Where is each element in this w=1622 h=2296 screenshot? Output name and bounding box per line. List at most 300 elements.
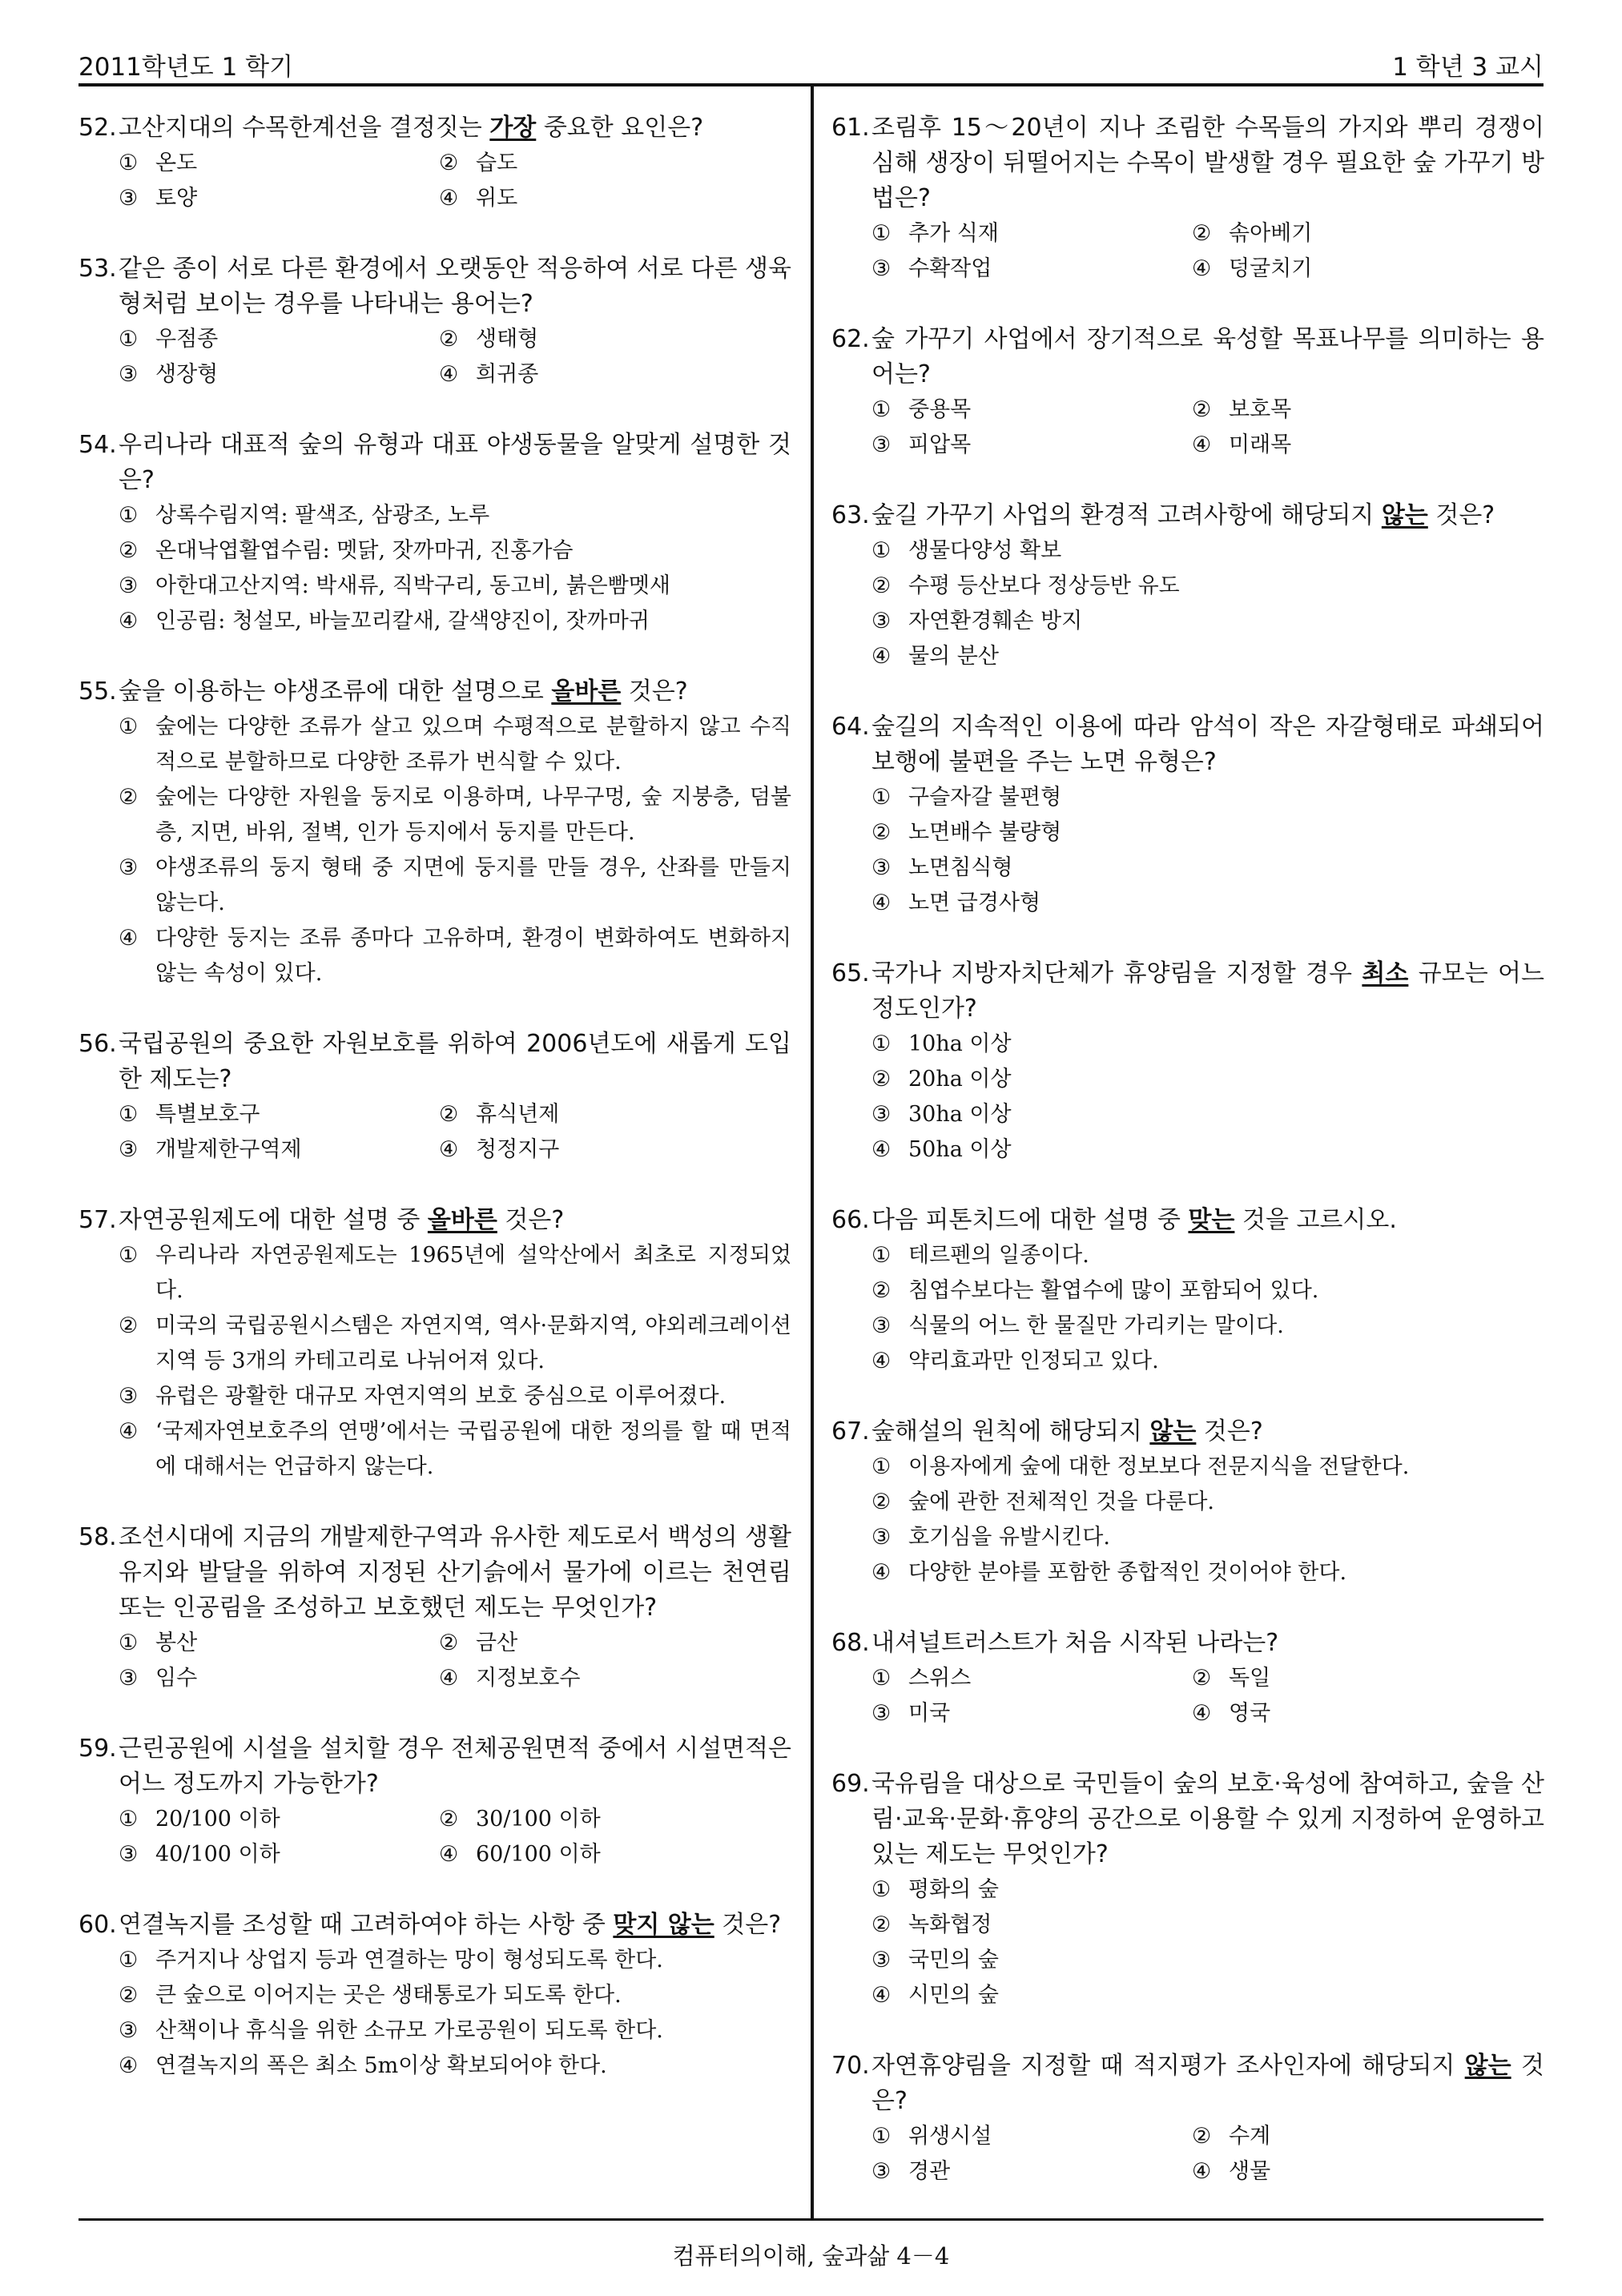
option-text: 테르펜의 일종이다. xyxy=(908,1243,1089,1268)
question-59 xyxy=(78,1731,791,1872)
option-text: 솎아베기 xyxy=(1229,221,1313,246)
option-text: 미국 xyxy=(908,1701,951,1726)
option-text: 경관 xyxy=(908,2159,951,2184)
answer-option xyxy=(871,1309,1544,1344)
answer-option xyxy=(439,1837,759,1872)
option-marker: ① xyxy=(871,1243,891,1268)
option-marker: ① xyxy=(871,785,891,810)
option-marker: ③ xyxy=(871,432,891,457)
option-marker: ① xyxy=(119,1631,139,1655)
answer-option xyxy=(871,428,1192,463)
option-text: 특별보호구 xyxy=(155,1102,260,1127)
question-number: 63. xyxy=(831,501,870,529)
answer-option xyxy=(1192,2154,1512,2189)
option-text: 숲에는 다양한 조류가 살고 있으며 수평적으로 분할하지 않고 수직적으로 분할하므로 다양한 조류가 번식할 수 있다. xyxy=(155,714,791,774)
option-marker: ③ xyxy=(871,1102,891,1127)
option-text: 50ha 이상 xyxy=(908,1137,1012,1162)
question-stem xyxy=(831,2049,1544,2119)
question-number: 69. xyxy=(831,1770,870,1798)
question-text: 국가나 지방자치단체가 휴양림을 지정할 경우 xyxy=(871,959,1362,987)
question-text: 국유림을 대상으로 국민들이 숲의 보호·육성에 참여하고, 숲을 산림·교육·문화·휴양의 공간으로 이용할 수 있게 지정하여 운영하고 있는 제도는 무엇인가? xyxy=(871,1770,1544,1868)
option-text: 10ha 이상 xyxy=(908,1031,1012,1056)
option-marker: ② xyxy=(439,1807,459,1832)
option-marker: ② xyxy=(119,1983,139,2008)
option-text: 노면침식형 xyxy=(908,855,1013,880)
option-text: 우리나라 자연공원제도는 1965년에 설악산에서 최초로 지정되었다. xyxy=(155,1243,791,1303)
option-marker: ③ xyxy=(871,855,891,880)
option-text: 20/100 이하 xyxy=(155,1807,280,1832)
question-spacer xyxy=(78,216,791,251)
question-spacer xyxy=(78,1696,791,1731)
answer-option xyxy=(871,1555,1544,1590)
option-text: 개발제한구역제 xyxy=(155,1137,302,1162)
answer-option xyxy=(871,392,1192,428)
answer-option xyxy=(439,322,759,357)
question-text-tail: 것은? xyxy=(714,1911,782,1939)
answer-option xyxy=(119,921,791,991)
option-marker: ① xyxy=(871,1877,891,1902)
answer-option xyxy=(439,1626,759,1661)
option-text: 30/100 이하 xyxy=(476,1807,601,1832)
option-marker: ① xyxy=(119,1948,139,1972)
answer-option xyxy=(439,1802,759,1837)
option-text: 국민의 숲 xyxy=(908,1948,999,1972)
option-marker: ① xyxy=(119,714,139,739)
question-stem xyxy=(831,1203,1544,1238)
option-text: 수계 xyxy=(1229,2124,1271,2149)
page-footer: 컴퓨터의이해, 숲과삶 4－4 xyxy=(672,2242,950,2270)
question-emphasis: 맞지 않는 xyxy=(613,1911,714,1939)
option-text: 휴식년제 xyxy=(476,1102,560,1127)
option-text: 호기심을 유발시킨다. xyxy=(908,1525,1110,1550)
question-spacer xyxy=(831,2013,1544,2049)
answer-option xyxy=(119,181,439,216)
option-marker: ② xyxy=(1192,2124,1212,2149)
option-marker: ④ xyxy=(871,1137,891,1162)
option-marker: ④ xyxy=(1192,2159,1212,2184)
option-marker: ① xyxy=(871,1666,891,1691)
answer-option xyxy=(1192,2119,1512,2154)
question-68 xyxy=(831,1626,1544,1731)
question-spacer xyxy=(78,1872,791,1908)
answer-options xyxy=(831,392,1544,463)
question-text: 근린공원에 시설을 설치할 경우 전체공원면적 중에서 시설면적은 어느 정도까지 가능한가? xyxy=(119,1735,791,1798)
question-text: 숲 가꾸기 사업에서 장기적으로 육성할 목표나무를 의미하는 용어는? xyxy=(871,325,1544,388)
question-emphasis: 최소 xyxy=(1362,959,1409,987)
answer-option xyxy=(871,1450,1544,1485)
right-column xyxy=(831,111,1544,2189)
question-62 xyxy=(831,322,1544,463)
option-text: 물의 분산 xyxy=(908,644,999,669)
answer-option xyxy=(871,1696,1192,1731)
question-text: 숲길 가꾸기 사업의 환경적 고려사항에 해당되지 xyxy=(871,501,1382,529)
answer-options xyxy=(831,1450,1544,1590)
question-stem xyxy=(78,428,791,498)
question-stem xyxy=(78,251,791,322)
answer-options xyxy=(831,780,1544,921)
answer-option xyxy=(871,1872,1544,1908)
question-63 xyxy=(831,498,1544,674)
question-spacer xyxy=(831,921,1544,956)
option-text: 스위스 xyxy=(908,1666,972,1691)
option-text: 구슬자갈 불편형 xyxy=(908,785,1062,810)
option-text: 큰 숲으로 이어지는 곳은 생태통로가 되도록 한다. xyxy=(155,1983,622,2008)
question-text-tail: 중요한 요인은? xyxy=(536,114,704,142)
answer-option xyxy=(119,146,439,181)
option-text: 40/100 이하 xyxy=(155,1842,280,1867)
question-stem xyxy=(831,710,1544,780)
answer-option xyxy=(871,886,1544,921)
option-text: 주거지나 상업지 등과 연결하는 망이 형성되도록 한다. xyxy=(155,1948,663,1972)
question-emphasis: 않는 xyxy=(1381,501,1428,529)
option-marker: ③ xyxy=(871,609,891,633)
answer-options xyxy=(78,1802,791,1872)
option-text: 온대낙엽활엽수림: 멧닭, 잣까마귀, 진홍가슴 xyxy=(155,538,574,563)
question-emphasis: 맞는 xyxy=(1188,1206,1235,1234)
option-text: 피압목 xyxy=(908,432,972,457)
option-marker: ④ xyxy=(439,362,459,387)
option-text: 청정지구 xyxy=(476,1137,560,1162)
option-marker: ④ xyxy=(871,644,891,669)
answer-option xyxy=(871,1273,1544,1309)
answer-option xyxy=(119,1837,439,1872)
answer-option xyxy=(119,850,791,921)
option-text: 녹화협정 xyxy=(908,1912,992,1937)
option-text: 생장형 xyxy=(155,362,219,387)
option-marker: ④ xyxy=(871,1349,891,1373)
answer-options xyxy=(78,498,791,639)
answer-option xyxy=(439,357,759,392)
answer-option xyxy=(871,780,1544,815)
answer-option xyxy=(119,710,791,780)
option-text: 독일 xyxy=(1229,1666,1271,1691)
option-marker: ④ xyxy=(119,609,139,633)
answer-options xyxy=(78,1238,791,1485)
answer-option xyxy=(871,639,1544,674)
question-text: 숲해설의 원칙에 해당되지 xyxy=(871,1417,1150,1446)
question-text: 국립공원의 중요한 자원보호를 위하여 2006년도에 새롭게 도입한 제도는? xyxy=(119,1030,791,1093)
option-text: 습도 xyxy=(476,151,518,175)
question-stem xyxy=(831,111,1544,216)
question-spacer xyxy=(78,392,791,428)
question-spacer xyxy=(831,674,1544,710)
question-text-tail: 것을 고르시오. xyxy=(1234,1206,1397,1234)
semester-label: 2011학년도 1 학기 xyxy=(78,53,294,82)
question-number: 68. xyxy=(831,1629,870,1657)
question-spacer xyxy=(78,1485,791,1520)
option-text: 야생조류의 둥지 형태 중 지면에 둥지를 만들 경우, 산좌를 만들지 않는다. xyxy=(155,855,791,915)
option-marker: ① xyxy=(119,327,139,352)
left-column xyxy=(78,111,791,2084)
option-marker: ④ xyxy=(871,1560,891,1585)
question-stem xyxy=(78,111,791,146)
answer-option xyxy=(119,569,791,604)
answer-options xyxy=(78,710,791,991)
question-stem xyxy=(831,956,1544,1027)
answer-option xyxy=(119,357,439,392)
answer-option xyxy=(119,1309,791,1379)
answer-option xyxy=(119,1379,791,1414)
option-marker: ③ xyxy=(119,186,139,211)
option-text: ‘국제자연보호주의 연맹’에서는 국립공원에 대한 정의를 할 때 면적에 대해서는 언급하지 않는다. xyxy=(155,1419,791,1479)
option-text: 다양한 둥지는 조류 종마다 고유하며, 환경이 변화하여도 변화하지 않는 속성이 있다. xyxy=(155,926,791,986)
answer-options xyxy=(78,1097,791,1168)
option-marker: ② xyxy=(439,327,459,352)
option-text: 수확작업 xyxy=(908,256,992,281)
option-marker: ④ xyxy=(1192,1701,1212,1726)
option-marker: ① xyxy=(119,151,139,175)
question-number: 59. xyxy=(78,1735,117,1763)
option-marker: ② xyxy=(871,1278,891,1303)
answer-option xyxy=(1192,392,1512,428)
question-stem xyxy=(831,1414,1544,1450)
option-text: 아한대고산지역: 박새류, 직박구리, 동고비, 붉은빰멧새 xyxy=(155,573,670,598)
question-66 xyxy=(831,1203,1544,1379)
answer-option xyxy=(439,146,759,181)
answer-option xyxy=(871,1978,1544,2013)
option-text: 다양한 분야를 포함한 종합적인 것이어야 한다. xyxy=(908,1560,1347,1585)
answer-options xyxy=(831,1661,1544,1731)
question-spacer xyxy=(78,639,791,674)
question-stem xyxy=(78,1731,791,1802)
answer-option xyxy=(439,1097,759,1132)
question-stem xyxy=(78,1027,791,1097)
option-marker: ② xyxy=(1192,397,1212,422)
option-text: 노면 급경사형 xyxy=(908,891,1041,915)
question-61 xyxy=(831,111,1544,287)
option-text: 식물의 어느 한 물질만 가리키는 말이다. xyxy=(908,1313,1284,1338)
option-text: 우점종 xyxy=(155,327,219,352)
answer-option xyxy=(119,1943,791,1978)
question-number: 65. xyxy=(831,959,870,987)
option-text: 중용목 xyxy=(908,397,972,422)
question-text-tail: 것은? xyxy=(621,678,688,706)
answer-option xyxy=(871,1238,1544,1273)
answer-options xyxy=(78,1626,791,1696)
option-text: 시민의 숲 xyxy=(908,1983,999,2008)
question-number: 57. xyxy=(78,1206,117,1234)
question-52 xyxy=(78,111,791,216)
question-spacer xyxy=(831,1590,1544,1626)
answer-option xyxy=(871,1943,1544,1978)
option-text: 지정보호수 xyxy=(476,1666,581,1691)
answer-option xyxy=(119,1132,439,1168)
answer-option xyxy=(871,1097,1544,1132)
answer-option xyxy=(871,815,1544,850)
option-marker: ③ xyxy=(119,362,139,387)
option-marker: ② xyxy=(439,1102,459,1127)
option-text: 덩굴치기 xyxy=(1229,256,1313,281)
option-marker: ④ xyxy=(119,926,139,951)
option-text: 산책이나 휴식을 위한 소규모 가로공원이 되도록 한다. xyxy=(155,2018,663,2043)
option-marker: ③ xyxy=(871,1313,891,1338)
question-text: 내셔널트러스트가 처음 시작된 나라는? xyxy=(871,1629,1279,1657)
footer-rule xyxy=(78,2218,1544,2221)
question-text-tail: 규모는 어느 정도인가? xyxy=(871,959,1544,1023)
question-spacer xyxy=(78,1168,791,1203)
option-text: 60/100 이하 xyxy=(476,1842,601,1867)
question-57 xyxy=(78,1203,791,1485)
option-marker: ② xyxy=(871,1912,891,1937)
answer-options xyxy=(831,533,1544,674)
answer-option xyxy=(119,1661,439,1696)
question-emphasis: 가장 xyxy=(489,114,537,142)
option-text: 인공림: 청설모, 바늘꼬리칼새, 갈색양진이, 잣까마귀 xyxy=(155,609,650,633)
answer-option xyxy=(871,251,1192,287)
option-text: 연결녹지의 폭은 최소 5m이상 확보되어야 한다. xyxy=(155,2053,607,2078)
answer-option xyxy=(1192,428,1512,463)
answer-option xyxy=(871,1485,1544,1520)
question-text: 고산지대의 수목한계선을 결정짓는 xyxy=(119,114,490,142)
question-number: 62. xyxy=(831,325,870,353)
option-marker: ④ xyxy=(871,891,891,915)
option-text: 상록수림지역: 팔색조, 삼광조, 노루 xyxy=(155,503,490,528)
question-text: 자연공원제도에 대한 설명 중 xyxy=(119,1206,428,1234)
option-marker: ① xyxy=(119,1807,139,1832)
question-67 xyxy=(831,1414,1544,1590)
answer-option xyxy=(871,1520,1544,1555)
question-number: 66. xyxy=(831,1206,870,1234)
option-marker: ② xyxy=(119,785,139,810)
question-emphasis: 않는 xyxy=(1149,1417,1197,1446)
option-marker: ② xyxy=(119,538,139,563)
option-text: 위생시설 xyxy=(908,2124,992,2149)
option-text: 노면배수 불량형 xyxy=(908,820,1062,845)
question-stem xyxy=(831,1626,1544,1661)
answer-option xyxy=(119,533,791,569)
option-marker: ① xyxy=(119,1102,139,1127)
option-marker: ① xyxy=(871,1031,891,1056)
option-text: 유럽은 광활한 대규모 자연지역의 보호 중심으로 이루어졌다. xyxy=(155,1384,726,1409)
question-text: 다음 피톤치드에 대한 설명 중 xyxy=(871,1206,1189,1234)
question-number: 67. xyxy=(831,1417,870,1446)
question-text: 조선시대에 지금의 개발제한구역과 유사한 제도로서 백성의 생활유지와 발달을 위하여 지정된 산기슭에서 물가에 이르는 천연림 또는 인공림을 조성하고 보호했던 제도는 무엇인가? xyxy=(119,1523,791,1622)
question-number: 53. xyxy=(78,255,117,283)
option-marker: ③ xyxy=(871,1948,891,1972)
answer-option xyxy=(439,1132,759,1168)
question-text-tail: 것은? xyxy=(1196,1417,1263,1446)
question-55 xyxy=(78,674,791,991)
question-text: 숲길의 지속적인 이용에 따라 암석이 작은 자갈형태로 파쇄되어 보행에 불편을 주는 노면 유형은? xyxy=(871,713,1544,776)
answer-option xyxy=(871,1062,1544,1097)
option-text: 생물다양성 확보 xyxy=(908,538,1062,563)
question-number: 60. xyxy=(78,1911,117,1939)
question-number: 55. xyxy=(78,678,117,706)
question-stem xyxy=(831,322,1544,392)
answer-options xyxy=(78,322,791,392)
option-marker: ③ xyxy=(119,1666,139,1691)
option-text: 추가 식재 xyxy=(908,221,999,246)
answer-option xyxy=(119,1978,791,2013)
option-marker: ③ xyxy=(119,573,139,598)
question-54 xyxy=(78,428,791,639)
option-marker: ① xyxy=(871,2124,891,2149)
option-text: 자연환경훼손 방지 xyxy=(908,609,1083,633)
option-marker: ② xyxy=(871,1490,891,1514)
option-marker: ③ xyxy=(119,1384,139,1409)
option-text: 이용자에게 숲에 대한 정보보다 전문지식을 전달한다. xyxy=(908,1454,1410,1479)
option-marker: ③ xyxy=(871,1701,891,1726)
option-text: 평화의 숲 xyxy=(908,1877,999,1902)
option-text: 생물 xyxy=(1229,2159,1271,2184)
option-text: 영국 xyxy=(1229,1701,1271,1726)
option-marker: ② xyxy=(871,1067,891,1092)
answer-option xyxy=(119,780,791,850)
question-70 xyxy=(831,2049,1544,2189)
option-text: 위도 xyxy=(476,186,518,211)
option-marker: ① xyxy=(871,538,891,563)
option-marker: ③ xyxy=(119,1842,139,1867)
answer-option xyxy=(119,1414,791,1485)
question-stem xyxy=(78,1520,791,1626)
option-marker: ④ xyxy=(1192,256,1212,281)
question-text: 자연휴양림을 지정할 때 적지평가 조사인자에 해당되지 xyxy=(871,2052,1465,2080)
answer-option xyxy=(1192,251,1512,287)
option-text: 침엽수보다는 활엽수에 많이 포함되어 있다. xyxy=(908,1278,1319,1303)
option-text: 봉산 xyxy=(155,1631,198,1655)
answer-options xyxy=(78,146,791,216)
question-spacer xyxy=(831,287,1544,322)
answer-option xyxy=(871,1661,1192,1696)
answer-options xyxy=(831,1027,1544,1168)
option-marker: ① xyxy=(119,503,139,528)
option-text: 숲에는 다양한 자원을 둥지로 이용하며, 나무구멍, 숲 지붕층, 덤불층, 지면, 바위, 절벽, 인가 등지에서 둥지를 만든다. xyxy=(155,785,791,845)
answer-option xyxy=(871,1908,1544,1943)
answer-option xyxy=(439,181,759,216)
answer-option xyxy=(871,533,1544,569)
option-text: 온도 xyxy=(155,151,198,175)
answer-option xyxy=(871,2119,1192,2154)
question-65 xyxy=(831,956,1544,1168)
question-number: 52. xyxy=(78,114,117,142)
option-marker: ② xyxy=(871,820,891,845)
answer-option xyxy=(871,569,1544,604)
column-divider xyxy=(811,86,814,2219)
answer-option xyxy=(119,1626,439,1661)
answer-option xyxy=(119,1097,439,1132)
option-marker: ① xyxy=(871,1454,891,1479)
option-text: 보호목 xyxy=(1229,397,1292,422)
question-text-tail: 것은? xyxy=(871,2052,1544,2115)
question-spacer xyxy=(831,1731,1544,1767)
option-text: 20ha 이상 xyxy=(908,1067,1012,1092)
question-stem xyxy=(78,1908,791,1943)
option-marker: ③ xyxy=(871,256,891,281)
option-text: 숲에 관한 전체적인 것을 다룬다. xyxy=(908,1490,1214,1514)
option-marker: ④ xyxy=(439,1666,459,1691)
question-60 xyxy=(78,1908,791,2084)
option-text: 토양 xyxy=(155,186,198,211)
answer-options xyxy=(831,2119,1544,2189)
question-emphasis: 올바른 xyxy=(427,1206,497,1234)
question-stem xyxy=(78,674,791,710)
page-header xyxy=(78,46,1544,86)
question-text: 우리나라 대표적 숲의 유형과 대표 야생동물을 알맞게 설명한 것은? xyxy=(119,431,791,494)
answer-options xyxy=(831,216,1544,287)
answer-options xyxy=(78,1943,791,2084)
option-marker: ③ xyxy=(871,2159,891,2184)
question-number: 58. xyxy=(78,1523,117,1551)
option-marker: ② xyxy=(871,573,891,598)
option-marker: ③ xyxy=(119,2018,139,2043)
answer-option xyxy=(1192,1696,1512,1731)
question-spacer xyxy=(78,991,791,1027)
answer-options xyxy=(831,1872,1544,2013)
answer-option xyxy=(119,2013,791,2049)
answer-option xyxy=(439,1661,759,1696)
answer-option xyxy=(119,1238,791,1309)
question-69 xyxy=(831,1767,1544,2013)
